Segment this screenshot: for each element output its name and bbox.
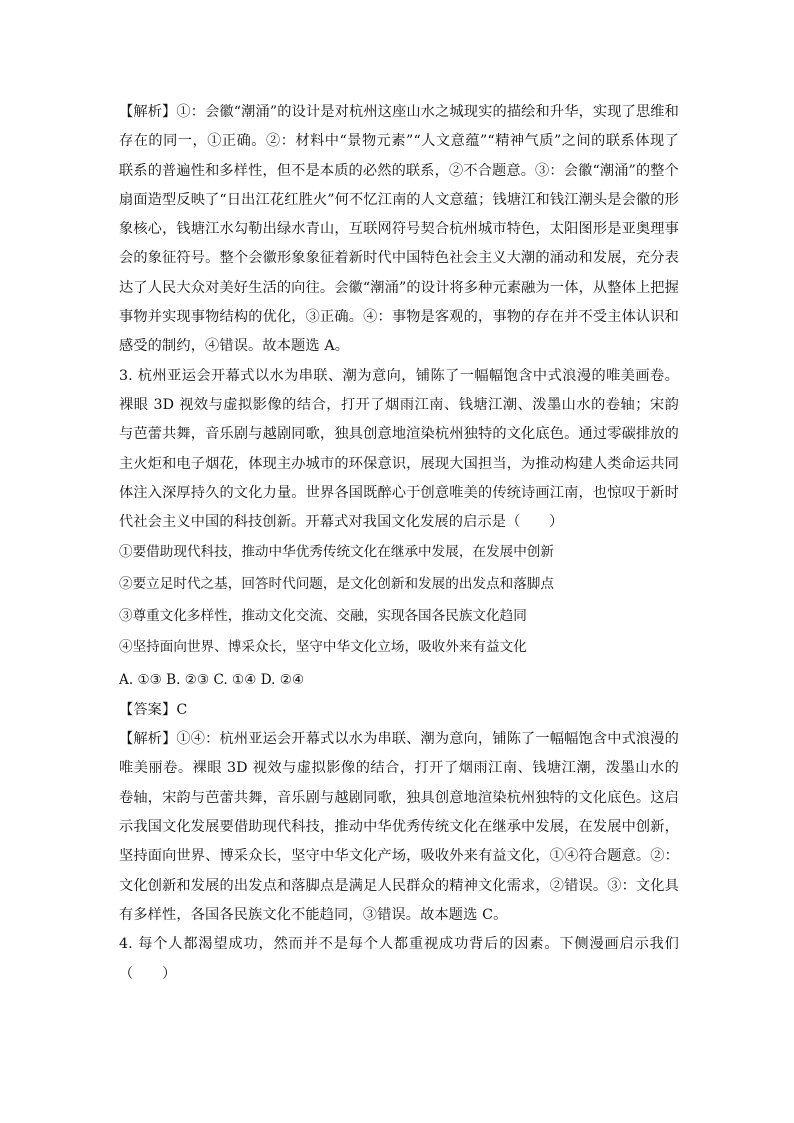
question-3-stem: 3. 杭州亚运会开幕式以水为串联、潮为意向，铺陈了一幅幅饱含中式浪漫的唯美画卷。裸眼 3D 视效与虚拟影像的结合，打开了烟雨江南、钱塘江潮、泼墨山水的卷轴；宋韵与芭蕾共舞，音乐剧与越剧同歌，独具创意地渲染杭州独特的文化底色。通过零碳排放的主火炬和电子烟花，体现主办城市的环保意识，展现大国担当，为推动构建人类命运共同体注入深厚持久的文化力量。世界各国既醉心于创意唯美的传统诗画江南，也惊叹于新时代社会主义中国的科技创新。开幕式对我国文化发展的启示是（ ） [119,367,679,531]
question-3-choices: A. ①③ B. ②③ C. ①④ D. ②④ [119,671,305,688]
option-1: ①要借助现代科技，推动中华优秀传统文化在继承中发展，在发展中创新 [119,544,554,561]
analysis-q2: 【解析】①：会徽“潮涌”的设计是对杭州这座山水之城现实的描绘和升华，实现了思维和存在的同一，①正确。②：材料中“景物元素”“人文意蕴”“精神气质”之间的联系体现了联系的普遍性和多样性，但不是本质的必然的联系，②不合题意。③：会徽“潮涌”的整个扇面造型反映了“日出江花红胜火”何不忆江南的人文意蕴；钱塘江和钱江潮头是会徽的形象核心，钱塘江水勾勒出绿水青山，互联网符号契合杭州城市特色，太阳图形是亚奥理事会的象征符号。整个会徽形象象征着新时代中国特色社会主义大潮的涌动和发展，充分表达了人民大众对美好生活的向往。会徽“潮涌”的设计将多种元素融为一体，从整体上把握事物并实现事物结构的优化，③正确。④：事物是客观的，事物的存在并不受主体认识和感受的制约，④错误。故本题选 A。 [119,104,679,355]
option-4: ④坚持面向世界、博采众长，坚守中华文化立场，吸收外来有益文化 [119,639,527,656]
question-3-options [119,537,679,663]
page-content [119,98,679,989]
question-4-stem: 4. 每个人都渴望成功，然而并不是每个人都重视成功背后的因素。下侧漫画启示我们（ ） [119,936,679,982]
question-3-answer: 【答案】C [119,701,188,718]
analysis-q3: 【解析】①④：杭州亚运会开幕式以水为串联、潮为意向，铺陈了一幅幅饱含中式浪漫的唯美丽卷。裸眼 3D 视效与虚拟影像的结合，打开了烟雨江南、钱塘江潮，泼墨山水的卷轴，宋韵与芭蕾共舞，音乐剧与越剧同歌，独具创意地渲染杭州独特的文化底色。这启示我国文化发展要借助现代科技，推动中华优秀传统文化在继承中发展，在发展中创新，坚持面向世界、博采众长，坚守中华文化产场，吸收外来有益文化，①④符合题意。②：文化创新和发展的出发点和落脚点是满足人民群众的精神文化需求，②错误。③：文化具有多样性，各国各民族文化不能趋同，③错误。故本题选 C。 [119,731,679,923]
option-2: ②要立足时代之基，回答时代问题，是文化创新和发展的出发点和落脚点 [119,576,554,593]
option-3: ③尊重文化多样性，推动文化交流、交融，实现各国各民族文化趋同 [119,607,527,624]
